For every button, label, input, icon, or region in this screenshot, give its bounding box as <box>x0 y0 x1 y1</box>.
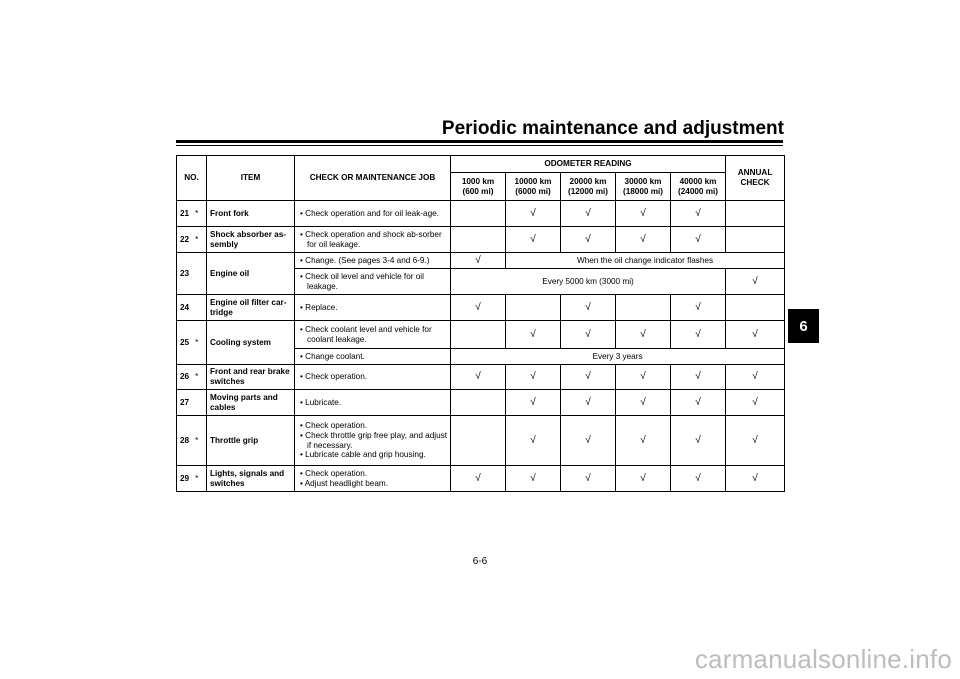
table-row: 29 * Lights, signals and switches • Check operation. • Adjust headlight beam. √ √ √ √ √ √ <box>177 466 785 492</box>
chapter-tab: 6 <box>788 309 819 343</box>
table-row: • Check oil level and vehicle for oil leakage. Every 5000 km (3000 mi) √ <box>177 269 785 295</box>
header-rule-thick <box>176 140 783 143</box>
header-annual-check: ANNUAL CHECK <box>726 156 785 201</box>
maintenance-table <box>176 155 785 492</box>
header-rule-thin <box>176 145 783 146</box>
page-number: 6-6 <box>472 556 488 567</box>
table-row: 23 Engine oil • Change. (See pages 3-4 and 6-9.) √ When the oil change indicator flashes <box>177 253 785 269</box>
table-row: 22 * Shock absorber as-sembly • Check operation and shock ab-sorber for oil leakage. √ √ √ √ <box>177 227 785 253</box>
header-interval-20000: 20000 km (12000 mi) <box>561 173 616 201</box>
table-row: 28 * Throttle grip • Check operation. • Check throttle grip free play, and adjust if necessary. • Lubricate cable and grip housing. √ √ √ √ √ <box>177 416 785 466</box>
table-row: 25 * Cooling system • Check coolant level and vehicle for coolant leakage. √ √ √ √ √ <box>177 321 785 349</box>
header-no: NO. <box>177 156 207 201</box>
watermark: carmanualsonline.info <box>694 644 952 674</box>
table-row: 27 Moving parts and cables • Lubricate. √ √ √ √ √ <box>177 390 785 416</box>
table-row: 24 Engine oil filter car-tridge • Replace. √ √ √ <box>177 295 785 321</box>
table-row: • Change coolant. Every 3 years <box>177 349 785 365</box>
header-odometer: ODOMETER READING <box>451 156 726 173</box>
header-job: CHECK OR MAINTENANCE JOB <box>295 156 451 201</box>
page-title: Periodic maintenance and adjustment <box>441 118 784 139</box>
table-row: 21 * Front fork • Check operation and for oil leak-age. √ √ √ √ <box>177 201 785 227</box>
header-item: ITEM <box>207 156 295 201</box>
table-row: 26 * Front and rear brake switches • Check operation. √ √ √ √ √ √ <box>177 365 785 390</box>
header-interval-1000: 1000 km (600 mi) <box>451 173 506 201</box>
header-interval-10000: 10000 km (6000 mi) <box>506 173 561 201</box>
header-interval-30000: 30000 km (18000 mi) <box>616 173 671 201</box>
header-interval-40000: 40000 km (24000 mi) <box>671 173 726 201</box>
